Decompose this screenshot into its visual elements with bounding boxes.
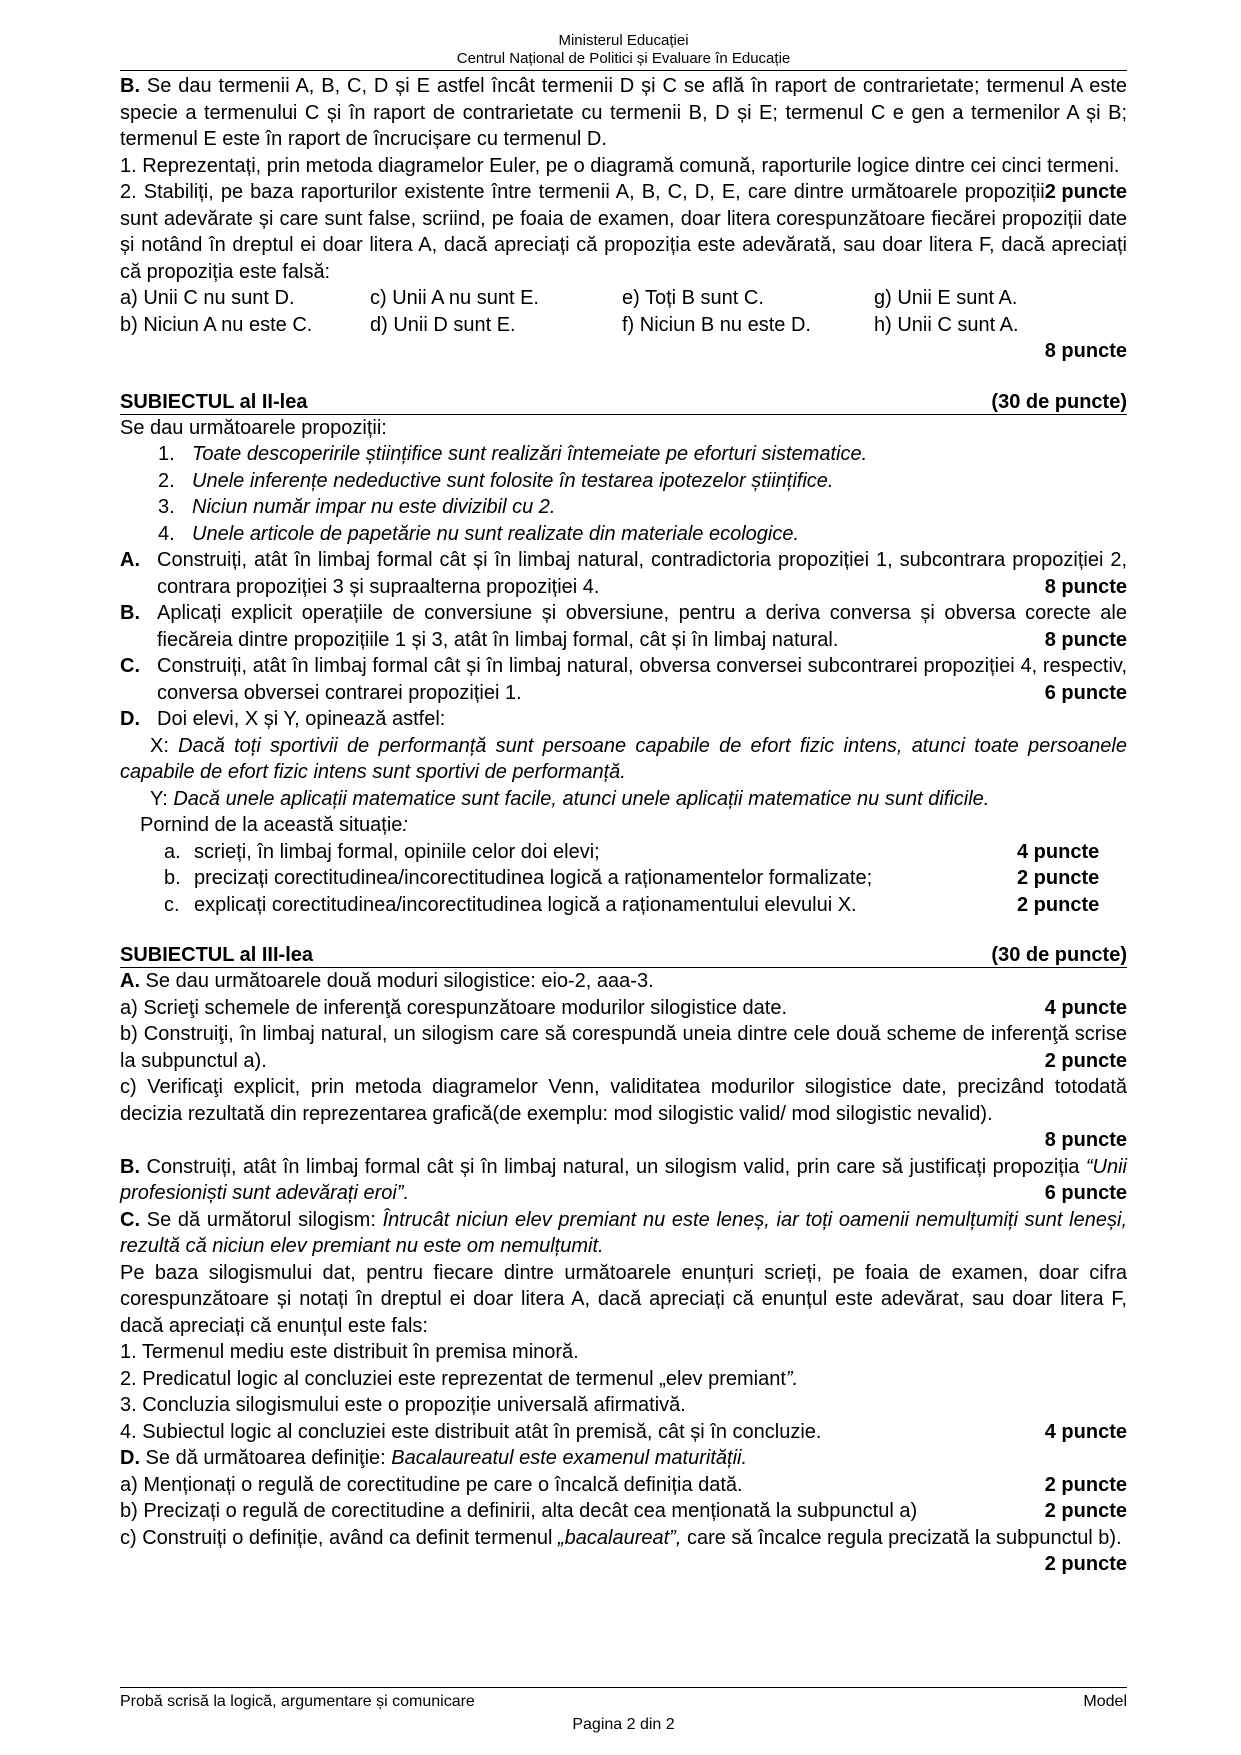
exam-content [120, 73, 1127, 1578]
subject3-Dc: c) Construiți o definiție, având ca definit termenul „bacalaureat”, care să încalce regula precizată la subpunctul b). 2 puncte [120, 1526, 1127, 1575]
subject3-Ac: c) Verificaţi explicit, prin metoda diagramelor Venn, validitatea modurilor silogistice date, precizând totodată decizia rezultată din reprezentarea grafică(de exemplu: mod silogistic valid/ mod silogistic nevalid). [120, 1076, 1127, 1125]
header-center: Centrul Național de Politici și Evaluare în Educație [456, 50, 791, 67]
option-e: e) Toți B sunt C. [622, 287, 764, 309]
subject3-C: C. Se dă următorul silogism: Întrucât niciun elev premiant nu este leneș, iar toți oamenii nemulțumiți sunt leneși, rezultă că niciun elev premiant nu este om nemulțumit. [120, 1208, 1127, 1257]
student-Y-opinion: Y: Dacă unele aplicații matematice sunt facile, atunci unele aplicații matematice nu sunt dificile. [150, 787, 990, 810]
list-item: 1. Toate descoperirile științifice sunt realizări întemeiate pe eforturi sistematice. [158, 443, 868, 465]
subject3-B: B. Construiți, atât în limbaj formal cât și în limbaj natural, un silogism valid, prin care să justificați propoziția “Unii profesioniști sunt adevărați eroi”. 6 puncte [120, 1155, 1127, 1204]
page-footer [120, 1692, 1127, 1735]
subject2-sub-c: c. explicați corectitudinea/incorectitudinea logică a raționamentului elevului X. 2 puncte [164, 893, 1100, 916]
option-d: d) Unii D sunt E. [370, 313, 516, 336]
list-item: 2. Unele inferențe nedeductive sunt folosite în testarea ipotezelor științifice. [158, 469, 834, 492]
footer-model: Model [1083, 1693, 1127, 1710]
subject3-Aa: a) Scrieţi schemele de inferenţă corespunzătoare modurilor silogistice date. 4 puncte [120, 996, 1127, 1019]
partB-q1: 1. Reprezentați, prin metoda diagramelor Euler, pe o diagramă comună, raporturile logice dintre cei cinci termeni. 2 puncte [120, 153, 1127, 180]
subject2-D-after: Pornind de la această situație: [140, 814, 408, 836]
subject3-Da: a) Menționați o regulă de corectitudine pe care o încalcă definiția dată. 2 puncte [120, 1473, 1127, 1496]
subject2-heading: SUBIECTUL al II-lea (30 de puncte) [120, 390, 1127, 413]
subject3-heading: SUBIECTUL al III-lea (30 de puncte) [120, 944, 1127, 966]
footer-divider [120, 1687, 1127, 1688]
option-g: g) Unii E sunt A. [874, 287, 1018, 309]
subject3-C1: 1. Termenul mediu este distribuit în premisa minoră. [120, 1341, 579, 1363]
page-number: Pagina 2 din 2 [572, 1716, 675, 1733]
subject3-C-para: Pe baza silogismului dat, pentru fiecare dintre următoarele enunțuri scrieți, pe foaia de examen, doar cifra corespunzătoare și notați în dreptul ei doar litera A, dacă apreciați că enunțul este adevărat, sau doar litera F, dacă apreciați că enunțul este fals: [120, 1261, 1127, 1337]
subject2-D: D. Doi elevi, X și Y, opinează astfel: [120, 708, 446, 730]
subject2-A: A. Construiți, atât în limbaj formal cât și în limbaj natural, contradictoria propoziției 1, subcontrara propoziției 2, contrara propoziției 3 și supraalterna propoziției 4. 8 puncte [120, 549, 1127, 598]
subject3-D: D. Se dă următoarea definiţie: Bacalaureatul este examenul maturității. [120, 1447, 748, 1469]
subject3-C4: 4. Subiectul logic al concluziei este distribuit atât în premisă, cât și în concluzie. 4 puncte [120, 1420, 1127, 1443]
subject2-C: C. Construiți, atât în limbaj formal cât și în limbaj natural, obversa conversei subcontrarei propoziției 4, respectiv, conversa obversei contrarei propoziției 1. 6 puncte [120, 655, 1127, 704]
partB-intro: B. Se dau termenii A, B, C, D și E astfel încât termenii D și C se află în raport de contrarietate; termenul A este specie a termenului C și în raport de contrarietate cu termenii B, D și E; termenul C e gen a termenilor A și B; termenul E este în raport de încrucișare cu termenul D. [120, 75, 1127, 150]
subject3-Ab: b) Construiţi, în limbaj natural, un silogism care să corespundă uneia dintre cele două scheme de inferenţă scrise la subpunctul a). 2 puncte [120, 1023, 1127, 1072]
option-f: f) Niciun B nu este D. [622, 313, 811, 336]
subject3-A: A. Se dau următoarele două moduri silogistice: eio-2, aaa-3. [120, 970, 654, 992]
option-h: h) Unii C sunt A. [874, 313, 1019, 336]
subject3-C2: 2. Predicatul logic al concluziei este reprezentat de termenul „elev premiant”. [120, 1367, 799, 1390]
list-item: 4. Unele articole de papetărie nu sunt realizate din materiale ecologice. [158, 522, 800, 545]
subject2-intro: Se dau următoarele propoziții: [120, 416, 387, 439]
option-b: b) Niciun A nu este C. [120, 313, 313, 336]
student-X-opinion: X: Dacă toți sportivii de performanță sunt persoane capabile de efort fizic intens, atunci toate persoanele capabile de efort fizic intens sunt sportivi de performanță. [120, 734, 1127, 783]
subject2-sub-a: a. scrieți, în limbaj formal, opiniile celor doi elevi; 4 puncte [164, 840, 1100, 863]
partB-options [120, 285, 1127, 338]
subject2-props [120, 441, 1127, 547]
subject2-B: B. Aplicați explicit operațiile de conversiune și obversiune, pentru a deriva conversa și obversa corecte ale fiecăreia dintre propozițiile 1 și 3, atât în limbaj formal, cât și în limbaj natural. 8 puncte [120, 602, 1127, 651]
footer-exam-name: Probă scrisă la logică, argumentare și comunicare [120, 1693, 475, 1710]
subject2-sub-b: b. precizați corectitudinea/incorectitudinea logică a raționamentelor formalizate; 2 puncte [164, 867, 1100, 889]
list-item: 3. Niciun număr impar nu este divizibil cu 2. [158, 496, 556, 518]
partB-q1-points: 2 puncte [1044, 181, 1127, 203]
subject3-C3: 3. Concluzia silogismului este o propoziție universală afirmativă. [120, 1394, 686, 1416]
subject3-Db: b) Precizați o regulă de corectitudine a definirii, alta decât cea menționată la subpunctul a) 2 puncte [120, 1500, 1127, 1522]
header-ministry: Ministerul Educației [558, 32, 689, 49]
partB-q2: 2. Stabiliți, pe baza raporturilor existente între termenii A, B, C, D, E, care dintre următoarele propoziții sunt adevărate și care sunt false, scriind, pe foaia de examen, doar litera corespunzătoare fiecărei propoziții date și notând în dreptul ei doar litera A, dacă apreciați că propoziția este adevărată, sau doar litera F, dacă apreciați că propoziția este falsă: [120, 181, 1127, 283]
subject3-Ac-points: 8 puncte [1044, 1129, 1127, 1151]
header-divider [120, 70, 1127, 71]
option-c: c) Unii A nu sunt E. [370, 287, 539, 309]
option-a: a) Unii C nu sunt D. [120, 287, 295, 309]
partB-q2-points: 8 puncte [1044, 340, 1127, 362]
